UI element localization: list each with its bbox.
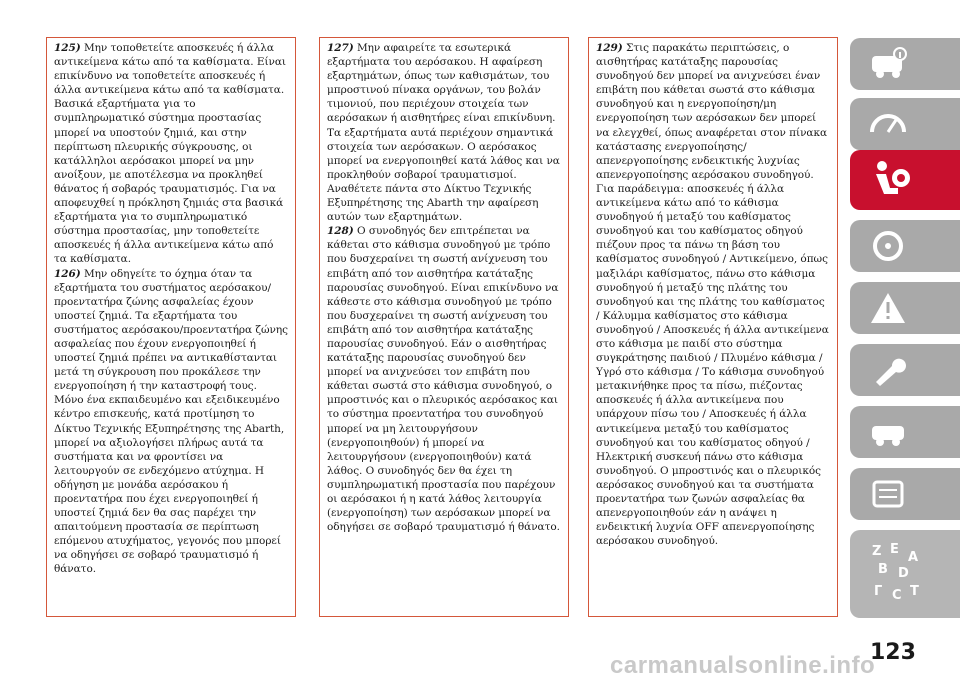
car-info-icon: [868, 46, 908, 82]
dashboard-icon: [868, 106, 908, 142]
index-letters-icon: [868, 539, 928, 609]
note-128: 128) Ο συνοδηγός δεν επιτρέπεται να κάθεται στο κάθισμα συνοδηγού με τρόπο που δυσχεραίνει τη σωστή ανίχνευση του επιβάτη από τον αισθητήρα κατάταξης παρουσίας συνοδηγού. Είναι επικίνδυνο να κάθεστε στο κάθισμα συνοδηγού με τρόπο που δυσχεραίνει τη σωστή ανίχνευση του επιβάτη από τον αισθητήρα κατάταξης παρουσίας συνοδηγού. Εάν ο αισθητήρας κατάταξης παρουσίας συνοδηγού δεν μπορεί να ανιχνεύσει τον επιβάτη που κάθεται σωστά στο κάθισμα συνοδηγού, ο μπροστινός και ο πλευρικός αερόσακος και το σύστημα προεντατήρα του συνοδηγού μπορεί να μη λειτουργήσουν (ενεργοποιηθούν) ή μπορεί να λειτουργήσουν (ενεργοποιηθούν) κατά λάθος. Ο συνοδηγός δεν θα έχει τη συμπληρωματική προστασία που παρέχουν οι αερόσακοι ή η κατά λάθος λειτουργία (ενεργοποίηση) των αερόσακων μπορεί να οδηγήσει σε σοβαρό τραυματισμό ή θάνατο.: [327, 225, 560, 534]
tab-car-service[interactable]: [850, 406, 960, 458]
svg-text:E: E: [890, 542, 899, 557]
note-125: 125) Μην τοποθετείτε αποσκευές ή άλλα αντικείμενα κάτω από τα καθίσματα. Είναι επικίνδυνο να τοποθετείτε αποσκευές ή άλλα αντικείμενα κάτω από τα καθίσματα. Βασικά εξαρτήματα για το συμπληρωματικό σύστημα προστασίας μπορεί να υποστούν ζημιά, και στην περίπτωση πλευρικής σύγκρουσης, οι κατάλληλοι αερόσακοι μπορεί να μην ανοίξουν, με αποτέλεσμα να προκληθεί θάνατος ή σοβαρός τραυματισμός. Για να αποφευχθεί η πρόκληση ζημιάς στα βασικά εξαρτήματα για το συμπληρωματικό σύστημα προστασίας, μην τοποθετείτε αποσκευές ή άλλα αντικείμενα κάτω από τα καθίσματα.: [54, 42, 286, 266]
svg-text:D: D: [898, 566, 909, 581]
page-number: 123: [870, 640, 916, 665]
tab-dashboard[interactable]: [850, 98, 960, 150]
note-126: 126) Μην οδηγείτε το όχημα όταν τα εξαρτήματα του συστήματος αερόσακου/προεντατήρα ζώνης ασφαλείας έχουν υποστεί ζημιά. Τα εξαρτήματα του συστήματος αερόσακου/προεντατήρα ζώνης ασφαλείας που έχουν ενεργοποιηθεί ή υποστεί ζημιά πρέπει να αντικαθίστανται μετά τη σύγκρουση που προκάλεσε την ενεργοποίηση ή την καταστροφή τους. Μόνο ένα εκπαιδευμένο και εξειδικευμένο κέντρο επισκευής, κατά προτίμηση το Δίκτυο Τεχνικής Εξυπηρέτησης της Abarth, μπορεί να αξιολογήσει πλήρως αυτά τα συστήματα και να φροντίσει να λειτουργούν σε ενδεχόμενο ατύχημα. Η οδήγηση με μονάδα αερόσακου ή προεντατήρα που έχει ενεργοποιηθεί ή υποστεί ζημιά δεν θα σας παρέχει την απαιτούμενη προστασία σε περίπτωση επόμενου ατυχήματος, γεγονός που μπορεί να οδηγήσει σε σοβαρό τραυματισμό ή θάνατο.: [54, 267, 288, 576]
steering-icon: [868, 228, 908, 264]
car-service-icon: [868, 414, 908, 450]
svg-text:C: C: [892, 588, 902, 603]
text-column-2: [319, 37, 569, 617]
svg-text:Г: Г: [874, 584, 883, 599]
specs-icon: [868, 476, 908, 512]
text-column-1: [46, 37, 296, 617]
tab-warning[interactable]: [850, 282, 960, 334]
warning-triangle-icon: [868, 290, 908, 326]
tab-specs[interactable]: [850, 468, 960, 520]
airbag-safety-icon: [868, 158, 912, 202]
svg-text:B: B: [878, 562, 888, 577]
tab-car-info[interactable]: [850, 38, 960, 90]
svg-text:T: T: [910, 584, 919, 599]
watermark: carmanualsonline.info: [610, 652, 876, 679]
tab-maintenance[interactable]: [850, 344, 960, 396]
chapter-sidebar: [850, 38, 960, 678]
wrench-icon: [868, 352, 908, 388]
text-column-3: [588, 37, 838, 617]
tab-airbag-safety[interactable]: [850, 150, 960, 210]
svg-text:A: A: [908, 550, 919, 565]
tab-index[interactable]: [850, 530, 960, 618]
note-129: 129) Στις παρακάτω περιπτώσεις, ο αισθητήρας κατάταξης παρουσίας συνοδηγού δεν μπορεί να ανιχνεύσει έναν επιβάτη που κάθεται σωστά στο κάθισμα συνοδηγού και η ενεργοποίηση/μη ενεργοποίηση των αερόσακων δεν μπορεί να ελεγχθεί, όπως αναφέρεται στον πίνακα κατάστασης ενεργοποίησης/απενεργοποίησης ενδεικτικής λυχνίας απενεργοποίησης αερόσακου συνοδηγού. Για παράδειγμα: αποσκευές ή άλλα αντικείμενα κάτω από το κάθισμα συνοδηγού ή μεταξύ του καθίσματος συνοδηγού και του καθίσματος οδηγού πιέζουν προς τα πάνω τη βάση του καθίσματος συνοδηγού / Αντικείμενο, όπως μαξιλάρι καθίσματος, πάνω στο κάθισμα συνοδηγού ή μεταξύ της πλάτης του συνοδηγού και της πλάτης του καθίσματος / Κάλυμμα καθίσματος στο κάθισμα συνοδηγού / Αποσκευές ή άλλα αντικείμενα στο κάθισμα με παιδί στο σύστημα συγκράτησης παιδιού / Πλυμένο κάθισμα / Υγρό στο κάθισμα / Το κάθισμα συνοδηγού μετακινήθηκε προς τα πίσω, πιέζοντας αποσκευές ή άλλα αντικείμενα που υπάρχουν πίσω του / Αποσκευές ή άλλα αντικείμενα μεταξύ του καθίσματος συνοδηγού και του καθίσματος οδηγού / Ηλεκτρική συσκευή πάνω στο κάθισμα συνοδηγού. Ο μπροστινός και ο πλευρικός αερόσακος συνοδηγού και τα συστήματα προεντατήρα των ζωνών ασφαλείας θα απενεργοποιηθούν εάν η ανάψει η ενδεικτική λυχνία OFF απενεργοποίησης αερόσακου συνοδηγού.: [596, 42, 829, 548]
tab-steering[interactable]: [850, 220, 960, 272]
note-127: 127) Μην αφαιρείτε τα εσωτερικά εξαρτήματα του αερόσακου. Η αφαίρεση εξαρτημάτων, όπως των καθισμάτων, του μπροστινού πίνακα οργάνων, του βολάν τιμονιού, που περιέχουν στοιχεία των αερόσακων ή αισθητήρες είναι επικίνδυνη. Τα εξαρτήματα αυτά περιέχουν σημαντικά στοιχεία των αερόσακων. Ο αερόσακος μπορεί να ενεργοποιηθεί κατά λάθος και να προκληθούν σοβαροί τραυματισμοί. Αναθέτετε πάντα στο Δίκτυο Τεχνικής Εξυπηρέτησης της Abarth την αφαίρεση αυτών των εξαρτημάτων.: [327, 42, 560, 224]
svg-text:Z: Z: [872, 544, 882, 559]
